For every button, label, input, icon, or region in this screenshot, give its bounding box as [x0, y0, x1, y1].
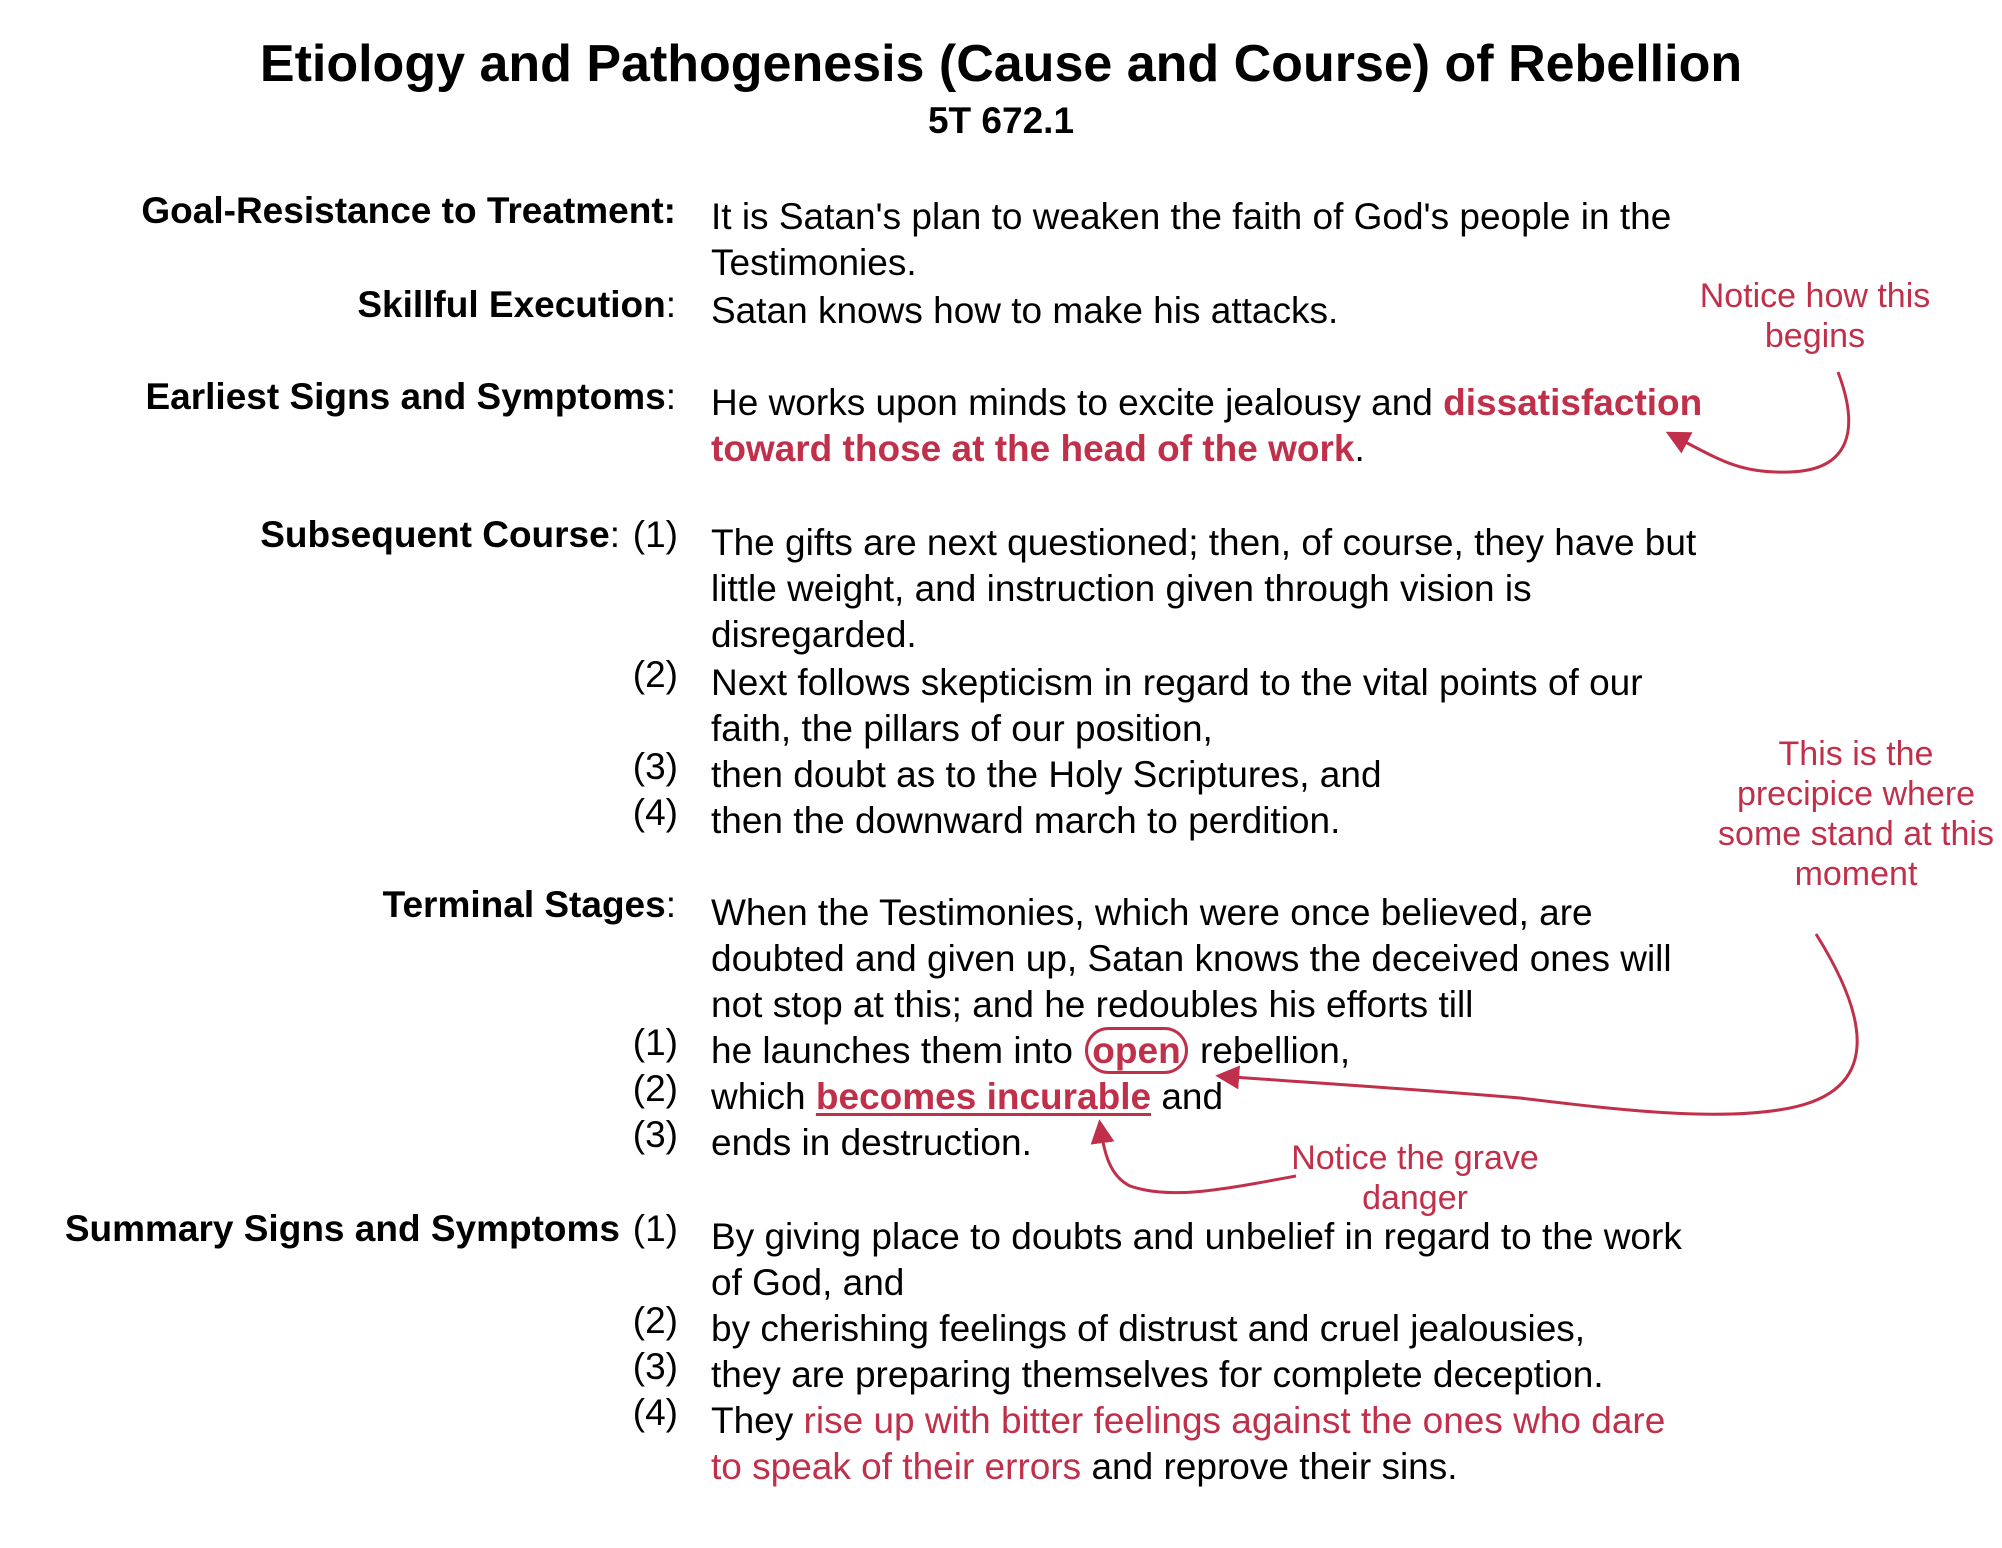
- terminal-item-2: which becomes incurable and: [711, 1076, 1224, 1117]
- subsequent-num-4: (4): [632, 792, 678, 833]
- goal-line-1: It is Satan's plan to weaken the faith of God's people in the: [711, 196, 1672, 237]
- goal-label: Goal-Resistance to Treatment:: [141, 190, 676, 231]
- subsequent-4-line-1: then the downward march to perdition.: [711, 800, 1341, 841]
- subsequent-num-3: (3): [632, 746, 678, 787]
- bitter-feelings-highlight: rise up with bitter feelings against the ones who dare: [803, 1400, 1666, 1441]
- earliest-line-2: toward those at the head of the work.: [711, 428, 1365, 469]
- summary-num-1: (1): [632, 1208, 678, 1249]
- open-circled: open: [1085, 1027, 1187, 1074]
- terminal-intro-3: not stop at this; and he redoubles his efforts till: [711, 984, 1474, 1025]
- note-how-begins: Notice how this begins: [1699, 277, 1931, 355]
- terminal-item-3: ends in destruction.: [711, 1122, 1032, 1163]
- page-title: Etiology and Pathogenesis (Cause and Course) of Rebellion: [259, 35, 1743, 93]
- reference: 5T 672.1: [927, 100, 1075, 141]
- summary-1-line-1: By giving place to doubts and unbelief in regard to the work: [711, 1216, 1682, 1257]
- terminal-num-2: (2): [632, 1068, 678, 1109]
- head-of-work-highlight: toward those at the head of the work: [711, 428, 1355, 469]
- goal-line-2: Testimonies.: [711, 242, 917, 283]
- terminal-label: Terminal Stages:: [382, 884, 676, 925]
- note-precipice: This is the precipice where some stand at this moment: [1718, 735, 1994, 893]
- summary-1-line-2: of God, and: [711, 1262, 905, 1303]
- summary-4-line-1: They rise up with bitter feelings against the ones who dare: [711, 1400, 1666, 1441]
- terminal-intro-1: When the Testimonies, which were once believed, are: [711, 892, 1593, 933]
- subsequent-1-line-1: The gifts are next questioned; then, of course, they have but: [711, 522, 1697, 563]
- errors-highlight: to speak of their errors: [711, 1446, 1082, 1487]
- arrow-to-incurable: [1100, 1124, 1296, 1193]
- terminal-num-1: (1): [632, 1022, 678, 1063]
- summary-4-line-2: to speak of their errors and reprove their sins.: [711, 1446, 1458, 1487]
- subsequent-1-line-3: disregarded.: [711, 614, 917, 655]
- dissatisfaction-highlight: dissatisfaction: [1443, 382, 1703, 423]
- terminal-intro-2: doubted and given up, Satan knows the deceived ones will: [711, 938, 1672, 979]
- terminal-item-1: he launches them into open rebellion,: [711, 1030, 1350, 1072]
- summary-label: Summary Signs and Symptoms: [64, 1208, 620, 1249]
- summary-num-3: (3): [632, 1346, 678, 1387]
- subsequent-1-line-2: little weight, and instruction given through vision is: [711, 568, 1532, 609]
- subsequent-2-line-1: Next follows skepticism in regard to the vital points of our: [711, 662, 1643, 703]
- skill-label: Skillful Execution:: [357, 284, 676, 325]
- note-grave-danger: Notice the grave danger: [1291, 1139, 1539, 1217]
- summary-num-2: (2): [632, 1300, 678, 1341]
- summary-num-4: (4): [632, 1392, 678, 1433]
- skill-line: Satan knows how to make his attacks.: [711, 290, 1339, 331]
- earliest-line-1: He works upon minds to excite jealousy and dissatisfaction: [711, 382, 1703, 423]
- incurable-highlight: becomes incurable: [815, 1076, 1152, 1117]
- earliest-label: Earliest Signs and Symptoms:: [145, 376, 676, 417]
- summary-2: by cherishing feelings of distrust and cruel jealousies,: [711, 1308, 1586, 1349]
- subsequent-label: Subsequent Course:: [260, 514, 620, 555]
- subsequent-num-1: (1): [632, 514, 678, 555]
- terminal-num-3: (3): [632, 1114, 678, 1155]
- summary-3: they are preparing themselves for complete deception.: [711, 1354, 1604, 1395]
- subsequent-3-line-1: then doubt as to the Holy Scriptures, and: [711, 754, 1382, 795]
- subsequent-2-line-2: faith, the pillars of our position,: [711, 708, 1213, 749]
- subsequent-num-2: (2): [632, 654, 678, 695]
